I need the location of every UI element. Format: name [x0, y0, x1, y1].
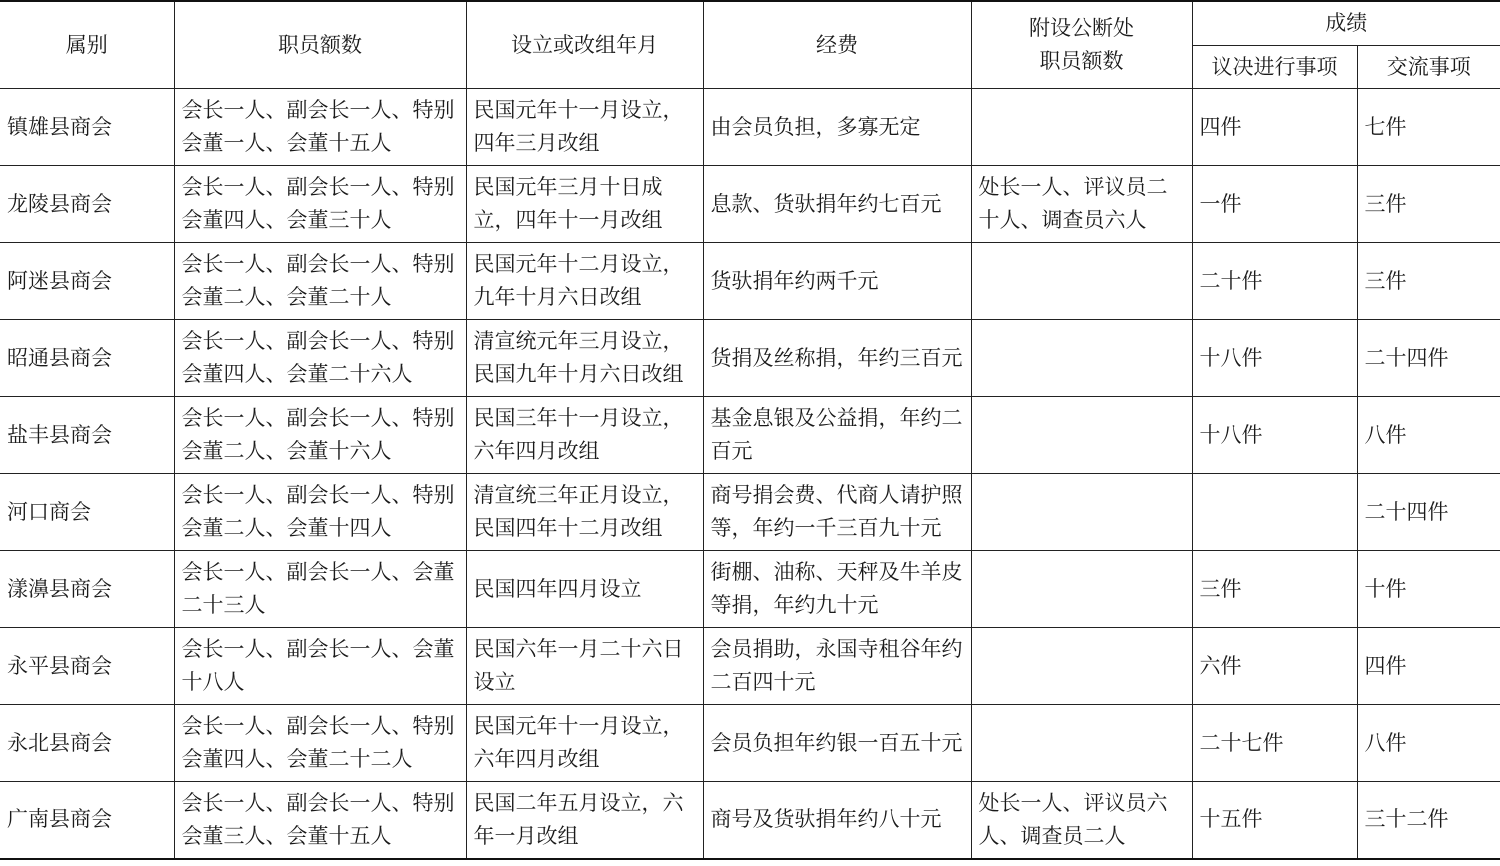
cell-funding: 基金息银及公益捐，年约二百元 — [703, 397, 971, 474]
cell-resolved: 四件 — [1192, 89, 1357, 166]
header-exchange: 交流事项 — [1357, 46, 1500, 89]
cell-arbitration — [971, 89, 1192, 166]
cell-funding: 会员捐助，永国寺租谷年约二百四十元 — [703, 628, 971, 705]
table-row — [0, 551, 1500, 628]
cell-resolved: 二十七件 — [1192, 705, 1357, 782]
header-results: 成绩 — [1192, 1, 1500, 46]
header-arbitration — [971, 1, 1192, 89]
cell-exchange: 八件 — [1357, 705, 1500, 782]
cell-resolved: 二十件 — [1192, 243, 1357, 320]
cell-affiliation: 永北县商会 — [0, 705, 174, 782]
cell-arbitration — [971, 705, 1192, 782]
table-row — [0, 474, 1500, 551]
table-row — [0, 166, 1500, 243]
cell-arbitration — [971, 397, 1192, 474]
cell-affiliation: 漾濞县商会 — [0, 551, 174, 628]
cell-exchange: 三件 — [1357, 243, 1500, 320]
cell-funding: 街棚、油称、天秤及牛羊皮等捐，年约九十元 — [703, 551, 971, 628]
cell-affiliation: 河口商会 — [0, 474, 174, 551]
cell-exchange: 二十四件 — [1357, 474, 1500, 551]
table-row — [0, 243, 1500, 320]
header-founded: 设立或改组年月 — [466, 1, 703, 89]
cell-funding: 会员负担年约银一百五十元 — [703, 705, 971, 782]
table-row — [0, 705, 1500, 782]
cell-staff: 会长一人、副会长一人、特别会董三人、会董十五人 — [174, 782, 466, 859]
cell-founded: 民国四年四月设立 — [466, 551, 703, 628]
cell-staff: 会长一人、副会长一人、特别会董二人、会董二十人 — [174, 243, 466, 320]
header-arbitration-line1: 附设公断处 — [1029, 16, 1134, 40]
cell-founded: 民国六年一月二十六日设立 — [466, 628, 703, 705]
cell-resolved: 十八件 — [1192, 320, 1357, 397]
cell-arbitration — [971, 474, 1192, 551]
cell-funding: 商号及货驮捐年约八十元 — [703, 782, 971, 859]
cell-funding: 货捐及丝称捐，年约三百元 — [703, 320, 971, 397]
cell-founded: 民国元年十一月设立，六年四月改组 — [466, 705, 703, 782]
table-body — [0, 89, 1500, 859]
cell-affiliation: 盐丰县商会 — [0, 397, 174, 474]
cell-founded: 民国元年十二月设立，九年十月六日改组 — [466, 243, 703, 320]
cell-staff: 会长一人、副会长一人、特别会董一人、会董十五人 — [174, 89, 466, 166]
cell-arbitration — [971, 320, 1192, 397]
cell-arbitration — [971, 243, 1192, 320]
cell-funding: 商号捐会费、代商人请护照等，年约一千三百九十元 — [703, 474, 971, 551]
cell-funding: 货驮捐年约两千元 — [703, 243, 971, 320]
cell-affiliation: 广南县商会 — [0, 782, 174, 859]
cell-affiliation: 永平县商会 — [0, 628, 174, 705]
cell-founded: 清宣统三年正月设立，民国四年十二月改组 — [466, 474, 703, 551]
cell-founded: 民国元年十一月设立，四年三月改组 — [466, 89, 703, 166]
cell-exchange: 三十二件 — [1357, 782, 1500, 859]
cell-arbitration — [971, 628, 1192, 705]
table-row — [0, 628, 1500, 705]
cell-resolved: 六件 — [1192, 628, 1357, 705]
header-row-top — [0, 1, 1500, 46]
cell-funding: 息款、货驮捐年约七百元 — [703, 166, 971, 243]
cell-resolved: 十五件 — [1192, 782, 1357, 859]
header-funding: 经费 — [703, 1, 971, 89]
cell-resolved: 十八件 — [1192, 397, 1357, 474]
cell-resolved — [1192, 474, 1357, 551]
cell-affiliation: 昭通县商会 — [0, 320, 174, 397]
cell-staff: 会长一人、副会长一人、特别会董二人、会董十四人 — [174, 474, 466, 551]
cell-arbitration: 处长一人、评议员二十人、调查员六人 — [971, 166, 1192, 243]
cell-arbitration: 处长一人、评议员六人、调查员二人 — [971, 782, 1192, 859]
cell-exchange: 四件 — [1357, 628, 1500, 705]
cell-funding: 由会员负担，多寡无定 — [703, 89, 971, 166]
cell-founded: 民国元年三月十日成立，四年十一月改组 — [466, 166, 703, 243]
cell-exchange: 三件 — [1357, 166, 1500, 243]
cell-founded: 清宣统元年三月设立，民国九年十月六日改组 — [466, 320, 703, 397]
table-header — [0, 1, 1500, 89]
cell-exchange: 十件 — [1357, 551, 1500, 628]
cell-staff: 会长一人、副会长一人、会董二十三人 — [174, 551, 466, 628]
cell-resolved: 一件 — [1192, 166, 1357, 243]
cell-staff: 会长一人、副会长一人、会董十八人 — [174, 628, 466, 705]
table-row — [0, 397, 1500, 474]
header-resolved: 议决进行事项 — [1192, 46, 1357, 89]
header-arbitration-line2: 职员额数 — [1039, 49, 1124, 73]
table-row — [0, 89, 1500, 166]
cell-founded: 民国三年十一月设立，六年四月改组 — [466, 397, 703, 474]
cell-exchange: 二十四件 — [1357, 320, 1500, 397]
cell-staff: 会长一人、副会长一人、特别会董二人、会董十六人 — [174, 397, 466, 474]
cell-resolved: 三件 — [1192, 551, 1357, 628]
cell-affiliation: 阿迷县商会 — [0, 243, 174, 320]
cell-affiliation: 镇雄县商会 — [0, 89, 174, 166]
header-staff: 职员额数 — [174, 1, 466, 89]
cell-exchange: 七件 — [1357, 89, 1500, 166]
cell-staff: 会长一人、副会长一人、特别会董四人、会董二十六人 — [174, 320, 466, 397]
cell-arbitration — [971, 551, 1192, 628]
cell-founded: 民国二年五月设立，六年一月改组 — [466, 782, 703, 859]
table-row — [0, 782, 1500, 859]
table-row — [0, 320, 1500, 397]
cell-staff: 会长一人、副会长一人、特别会董四人、会董三十人 — [174, 166, 466, 243]
cell-affiliation: 龙陵县商会 — [0, 166, 174, 243]
cell-staff: 会长一人、副会长一人、特别会董四人、会董二十二人 — [174, 705, 466, 782]
cell-exchange: 八件 — [1357, 397, 1500, 474]
header-affiliation: 属别 — [0, 1, 174, 89]
